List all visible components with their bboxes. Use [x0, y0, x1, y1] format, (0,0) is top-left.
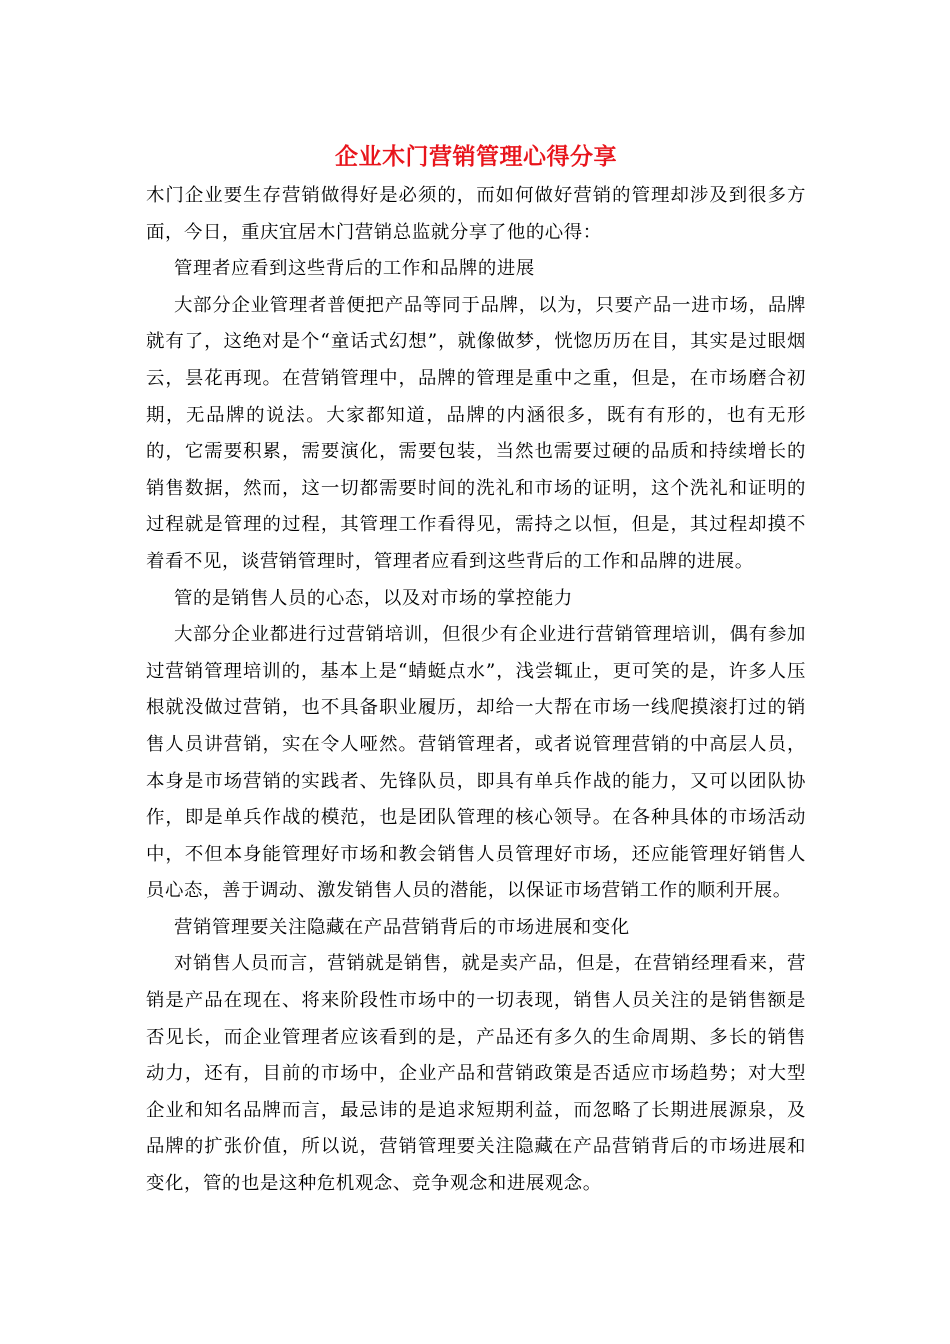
section-heading: 管的是销售人员的心态，以及对市场的掌控能力	[174, 587, 573, 609]
section-body: 大部分企业都进行过营销培训，但很少有企业进行营销管理培训，偶有参加过营销管理培训的，基本上是“蜻蜓点水”，浅尝辄止，更可笑的是，许多人压根就没做过营销，也不具备职业履历，却给一大帮在市场一线爬摸滚打过的销售人员讲营销，实在令人哑然。营销管理者，或者说管理营销的中高层人员，本身是市场营销的实践者、先锋队员，即具有单兵作战的能力，又可以团队协作，即是单兵作战的模范，也是团队管理的核心领导。在各种具体的市场活动中，不但本身能管理好市场和教会销售人员管理好市场，还应能管理好销售人员心态，善于调动、激发销售人员的潜能，以保证市场营销工作的顺利开展。	[146, 624, 806, 902]
section-2	[146, 581, 806, 910]
section-heading: 营销管理要关注隐藏在产品营销背后的市场进展和变化	[174, 916, 630, 938]
section-body: 对销售人员而言，营销就是销售，就是卖产品，但是，在营销经理看来，营销是产品在现在、将来阶段性市场中的一切表现，销售人员关注的是销售额是否见长，而企业管理者应该看到的是，产品还有多久的生命周期、多长的销售动力，还有，目前的市场中，企业产品和营销政策是否适应市场趋势；对大型企业和知名品牌而言，最忌讳的是追求短期利益，而忽略了长期进展源泉，及品牌的扩张价值，所以说，营销管理要关注隐藏在产品营销背后的市场进展和变化，管的也是这种危机观念、竞争观念和进展观念。	[146, 953, 806, 1195]
intro-paragraph: 木门企业要生存营销做得好是必须的，而如何做好营销的管理却涉及到很多方面，今日，重庆宜居木门营销总监就分享了他的心得：	[146, 185, 806, 243]
document-title: 企业木门营销管理心得分享	[335, 143, 617, 170]
section-heading: 管理者应看到这些背后的工作和品牌的进展	[174, 258, 535, 280]
document-page	[146, 140, 806, 1203]
section-3	[146, 910, 806, 1203]
section-1	[146, 251, 806, 580]
section-body: 大部分企业管理者普便把产品等同于品牌，以为，只要产品一进市场，品牌就有了，这绝对是个“童话式幻想”，就像做梦，恍惚历历在目，其实是过眼烟云，昙花再现。在营销管理中，品牌的管理是重中之重，但是，在市场磨合初期，无品牌的说法。大家都知道，品牌的内涵很多，既有有形的，也有无形的，它需要积累，需要演化，需要包装，当然也需要过硬的品质和持续增长的销售数据，然而，这一切都需要时间的洗礼和市场的证明，这个洗礼和证明的过程就是管理的过程，其管理工作看得见，需持之以恒，但是，其过程却摸不着看不见，谈营销管理时，管理者应看到这些背后的工作和品牌的进展。	[146, 294, 806, 572]
